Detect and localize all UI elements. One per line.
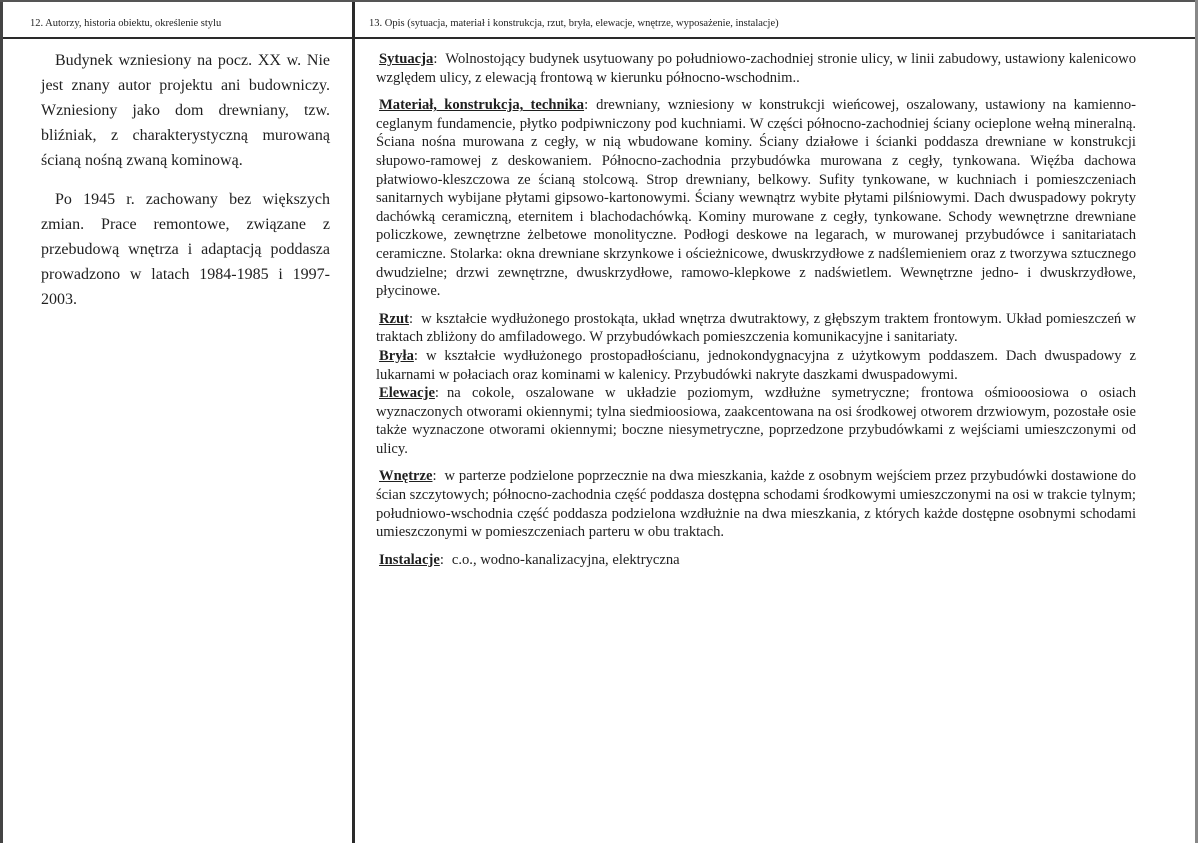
section-label: Sytuacja bbox=[379, 51, 434, 67]
section-wnetrze: Wnętrze: w parterze podzielone poprzecznie na dwa mieszkania, każde z osobnym wejściem przez przybudówki dostawione do ścian szczytowych; północno-zachodnia część poddasza dostępna schodami środkowymi umieszczonymi na osi w trakcie tylnym; południowo-wschodnia część poddasza podzielona wzdłużnie na dwa mieszkania, z których każde dostępne osobnymi schodami umieszczonymi w pomieszczeniach parteru w obu traktach. bbox=[376, 468, 1136, 541]
section-label: Rzut bbox=[379, 310, 409, 327]
section-text: Wolnostojący budynek usytuowany po południowo-zachodniej stronie ulicy, w linii zabudowy, ustawiony kalenicowo względem ulicy, z elewacją frontową w kierunku północno-wschodnim.. bbox=[376, 51, 1136, 86]
section-text: na cokole, oszalowane w układzie poziomym, wzdłużne symetryczne; frontowa ośmiooosiowa o osiach wyznaczonych otworami okiennymi; tylna siedmioosiowa, zaakcentowana na osi środkowej otworem drzwiowym, pozostałe osie także wyznaczone otworami okiennymi; boczne niesymetryczne, poprzedzone przybudówkami z wejściami umieszczonymi od ulicy. bbox=[376, 385, 1136, 457]
section-text: w kształcie wydłużonego prostopadłościanu, jednokondygnacyjna z użytkowym poddaszem. Dach dwuspadowy z lukarnami w połaciach oraz kominami w kalenicy. Przybudówki nakryte daszkami dwuspadowymi. bbox=[376, 347, 1136, 383]
section-instalacje: Instalacje: c.o., wodno-kanalizacyjna, elektryczna bbox=[379, 551, 680, 568]
section-bryla: Bryła: w kształcie wydłużonego prostopadłościanu, jednokondygnacyjna z użytkowym poddaszem. Dach dwuspadowy z lukarnami w połaciach oraz kominami w kalenicy. Przybudówki nakryte daszkami dwuspadowymi. bbox=[376, 347, 1136, 383]
header-rule-right bbox=[355, 37, 1195, 39]
right-column-header: 13. Opis (sytuacja, materiał i konstrukcja, rzut, bryła, elewacje, wnętrze, wyposażenie, instalacje) bbox=[369, 18, 779, 29]
section-label: Instalacje bbox=[379, 551, 440, 568]
section-label: Bryła bbox=[379, 347, 414, 364]
left-column-header: 12. Autorzy, historia obiektu, określenie stylu bbox=[30, 18, 222, 29]
history-paragraph: Budynek wzniesiony na pocz. XX w. Nie jest znany autor projektu ani budowniczy. Wzniesiony jako dom drewniany, tzw. bliźniak, z charakterystyczną murowaną ścianą nośną zwaną kominową. bbox=[41, 52, 330, 169]
section-text: w kształcie wydłużonego prostokąta, układ wnętrza dwutraktowy, z głębszym traktem frontowym. Układ pomieszczeń w traktach zbliżony do amfiladowego. W przybudówkach pomieszczenia komunikacyjne i sanitariaty. bbox=[376, 310, 1136, 346]
section-label: Materiał, konstrukcja, technika bbox=[379, 97, 585, 114]
column-divider bbox=[352, 2, 355, 843]
section-text: w parterze podzielone poprzecznie na dwa mieszkania, każde z osobnym wejściem przez przybudówki dostawione do ścian szczytowych; północno-zachodnia część poddasza dostępna schodami środkowymi umieszczonymi na osi w trakcie tylnym; południowo-wschodnia część poddasza podzielona wzdłużnie na dwa mieszkania, z których każde dostępne osobnymi schodami umieszczonymi w pomieszczeniach parteru w obu traktach. bbox=[376, 468, 1136, 541]
section-label: Elewacje bbox=[379, 385, 435, 402]
section-text: c.o., wodno-kanalizacyjna, elektryczna bbox=[451, 551, 680, 568]
history-column bbox=[41, 48, 330, 326]
history-paragraph: Po 1945 r. zachowany bez większych zmian. Prace remontowe, związane z przebudową wnętrza i adaptacją poddasza prowadzono w latach 1984-1985 i 1997-2003. bbox=[41, 191, 330, 308]
description-column bbox=[376, 50, 1136, 578]
section-text: drewniany, wzniesiony w konstrukcji wieńcowej, oszalowany, ustawiony na kamienno-ceglanym fundamencie, płytko podpiwniczony pod kuchniami. W części północno-zachodniej ściany ocieplone wełną mineralną. Ściana nośna murowana z cegły, w nią wbudowane kominy. Ściany działowe i ścianki poddasza drewniane w konstrukcji słupowo-ramowej z deskowaniem. Północno-zachodnia przybudówka murowana z cegły, tynkowana. Więźba dachowa płatwiowo-kleszczowa ze ścianą stolcową. Strop drewniany, belkowy. Sufity tynkowane, w kuchniach i pomieszczeniach sanitarnych wybijane płytami gipsowo-kartonowymi. Ściany wewnątrz wybite płytami pilśniowymi. Dach dwuspadowy pokryty dachówką ceramiczną, eternitem i blachodachówką. Kominy murowane z cegły, tynkowane. Schody wewnętrzne drewniane policzkowe, zewnętrzne żelbetowe monolityczne. Podłogi deskowe na legarach, w murowanej przybudówce i sanitariatach ceramiczne. Stolarka: okna drewniane skrzynkowe i ościeżnicowe, dwuskrzydłowe z nadślemieniem oraz z tworzywa sztucznego dwudzielne; drzwi zewnętrzne, dwuskrzydłowe, ramowo-klepkowe z nadświetlem. Wewnętrzne jedno- i dwuskrzydłowe, płycinowe. bbox=[376, 97, 1136, 300]
section-label: Wnętrze bbox=[379, 468, 433, 485]
scan-edge-left bbox=[0, 0, 3, 843]
section-elewacje: Elewacje: na cokole, oszalowane w układzie poziomym, wzdłużne symetryczne; frontowa ośmiooosiowa o osiach wyznaczonych otworami okiennymi; tylna siedmioosiowa, zaakcentowana na osi środkowej otworem drzwiowym, pozostałe osie także wyznaczone otworami okiennymi; boczne niesymetryczne, poprzedzone przybudówkami z wejściami umieszczonymi od ulicy. bbox=[376, 385, 1136, 457]
section-material: Materiał, konstrukcja, technika: drewniany, wzniesiony w konstrukcji wieńcowej, oszalowany, ustawiony na kamienno-ceglanym fundamencie, płytko podpiwniczony pod kuchniami. W części północno-zachodniej ściany ocieplone wełną mineralną. Ściana nośna murowana z cegły, w nią wbudowane kominy. Ściany działowe i ścianki poddasza drewniane w konstrukcji słupowo-ramowej z deskowaniem. Północno-zachodnia przybudówka murowana z cegły, tynkowana. Więźba dachowa płatwiowo-kleszczowa ze ścianą stolcową. Strop drewniany, belkowy. Sufity tynkowane, w kuchniach i pomieszczeniach sanitarnych wybijane płytami gipsowo-kartonowymi. Ściany wewnątrz wybite płytami pilśniowymi. Dach dwuspadowy pokryty dachówką ceramiczną, eternitem i blachodachówką. Kominy murowane z cegły, tynkowane. Schody wewnętrzne drewniane policzkowe, zewnętrzne żelbetowe monolityczne. Podłogi deskowe na legarach, w murowanej przybudówce i sanitariatach ceramiczne. Stolarka: okna drewniane skrzynkowe i ościeżnicowe, dwuskrzydłowe z nadślemieniem oraz z tworzywa sztucznego dwudzielne; drzwi zewnętrzne, dwuskrzydłowe, ramowo-klepkowe z nadświetlem. Wewnętrzne jedno- i dwuskrzydłowe, płycinowe. bbox=[376, 97, 1136, 300]
section-sytuacja: Sytuacja: Wolnostojący budynek usytuowany po południowo-zachodniej stronie ulicy, w linii zabudowy, ustawiony kalenicowo względem ulicy, z elewacją frontową w kierunku północno-wschodnim.. bbox=[376, 51, 1136, 86]
header-rule-left bbox=[3, 37, 352, 39]
section-rzut: Rzut: w kształcie wydłużonego prostokąta, układ wnętrza dwutraktowy, z głębszym traktem frontowym. Układ pomieszczeń w traktach zbliżony do amfiladowego. W przybudówkach pomieszczenia komunikacyjne i sanitariaty. bbox=[376, 310, 1136, 346]
scan-edge-top bbox=[0, 0, 1198, 2]
